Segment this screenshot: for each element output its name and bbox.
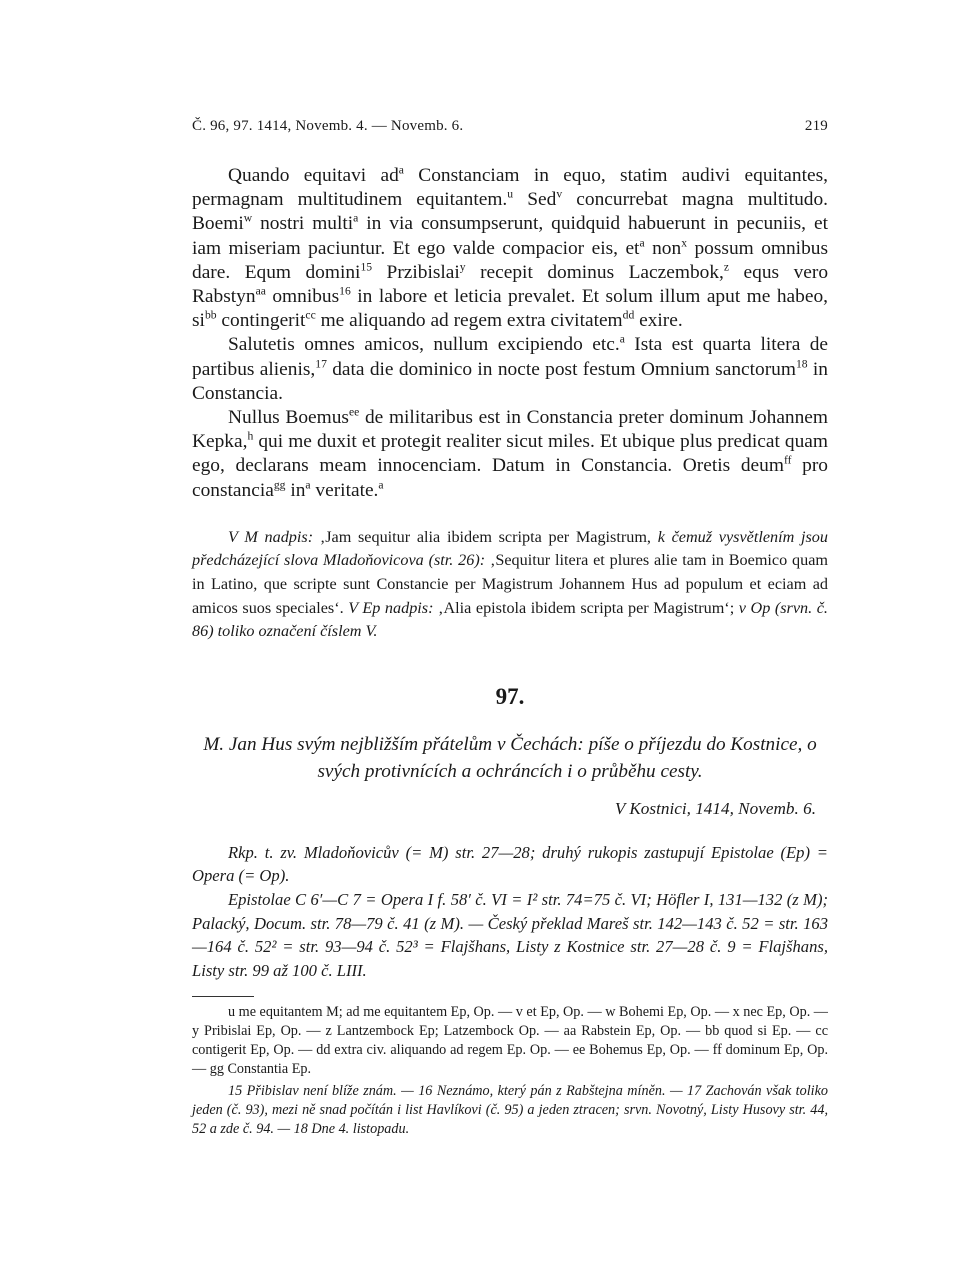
page: [192, 118, 828, 1139]
paragraph-3: [192, 406, 828, 503]
text-run: Quando equitavi ad: [228, 165, 399, 186]
footnote-marker: cc: [305, 308, 316, 322]
letter-number: 97.: [495, 683, 525, 709]
footnote-marker: ff: [783, 453, 792, 467]
footnote-marker: gg: [273, 478, 286, 492]
text-run: ‚Jam sequitur alia ibidem scripta per Magistrum,: [313, 527, 658, 546]
text-run: Ista est quarta litera de partibus alienis,: [192, 334, 829, 380]
footnote-marker: a: [353, 211, 359, 225]
variant-footnotes: u me equitantem M; ad me equitantem Ep, Op. — v et Ep, Op. — w Bohemi Ep, Op. — x nec Ep, Op. — y Pribislai Ep, Op. — z Lantzembock Ep; Latzembock Op. — aa Rabstein Ep, Op. — bb quod si Ep. — cc contigerit Ep, Op. — dd extra civ. aliquando ad regem Ep. Op. — ee Bohemus Ep, Op. — ff dominum Ep, Op. — gg Constantia Ep.: [192, 1004, 828, 1078]
letter-title: M. Jan Hus svým nejbližším přátelům v Čechách: píše o příjezdu do Kostnice, o svých protivnících a ochráncích i o průběhu cesty.: [203, 733, 817, 782]
footnote-marker: z: [723, 260, 730, 274]
footnote-marker: w: [243, 211, 253, 225]
footnote-divider: [192, 996, 254, 997]
footnote-marker: bb: [204, 308, 217, 322]
footnote-marker: a: [378, 478, 384, 492]
footnote-marker: 17: [315, 357, 327, 371]
text-run: in: [285, 479, 306, 501]
text-run: Sed: [513, 189, 557, 211]
text-run: ‚Sequitur litera et plures alie tam in Boemico quam in Latino, que scripte sunt Constancie per Magistrum Johannem Hus ad populum et eciam ad amicos suos speciales‘.: [192, 551, 828, 617]
editorial-note: [192, 526, 828, 644]
footnotes: [192, 1003, 828, 1139]
footnote-marker: a: [639, 236, 645, 250]
footnote-marker: h: [247, 429, 254, 443]
text-run: contingerit: [216, 310, 306, 332]
letter-96-body: [192, 164, 828, 503]
footnote-marker: 18: [795, 357, 808, 371]
text-run: nostri multi: [252, 213, 354, 235]
text-run: equs vero Rabstyn: [192, 261, 829, 308]
footnote-marker: u: [507, 187, 514, 201]
paragraph-2: [192, 333, 828, 406]
text-run: veritate.: [310, 479, 379, 501]
footnote-marker: y: [459, 260, 466, 274]
text-run: de militaribus est in Constancia preter dominum Johannem Kepka,: [192, 407, 829, 453]
footnote-marker: dd: [622, 308, 635, 322]
text-run: exire.: [634, 310, 683, 332]
text-run: Nullus Boemus: [228, 407, 349, 429]
footnote-marker: a: [398, 163, 404, 177]
text-run: concurrebat magna multitudo. Boemi: [192, 189, 829, 235]
text-run: V M nadpis:: [228, 527, 314, 546]
text-run: in Constancia.: [192, 358, 828, 404]
sources-paragraph-1: Rkp. t. zv. Mladoňovicův (= M) str. 27—28; druhý rukopis zastupují Epistolae (Ep) = Opera (= Op).: [192, 842, 828, 886]
text-run: pro constancia: [192, 455, 828, 501]
text-run: data die dominico in nocte post festum Omnium sanctorum: [326, 358, 796, 380]
text-run: omnibus: [265, 286, 340, 308]
footnote-marker: a: [305, 478, 311, 492]
text-run: Przibislai: [372, 261, 460, 283]
text-run: k čemuž vysvětlením jsou předcházející slova Mladoňovicova (str. 26):: [192, 527, 828, 570]
text-run: in labore et leticia prevalet. Et solum illum aput me habeo, si: [192, 286, 828, 332]
footnote-marker: 15: [360, 260, 373, 274]
note-paragraph: [192, 526, 828, 644]
page-number: 219: [804, 118, 828, 134]
footnote-marker: 16: [339, 284, 351, 298]
numbered-footnotes: 15 Přibislav není blíže znám. — 16 Neznámo, který pán z Rabštejna míněn. — 17 Zachován však toliko jeden (č. 93), mezi ně snad počítán i list Havlíkovi (č. 95) a jeden ztracen; srvn. Novotný, Listy Husovy str. 44, 52 a zde č. 94. — 18 Dne 4. listopadu.: [192, 1083, 828, 1138]
footnote-marker: v: [556, 187, 563, 201]
text-run: in via consumpserunt, quidquid habuerunt in pecuniis, et iam miseriam paciuntur. Et ego valde compacior eis, et: [192, 213, 828, 259]
letter-place-date: V Kostnici, 1414, Novemb. 6.: [614, 798, 816, 818]
text-run: V Ep nadpis:: [348, 598, 434, 617]
text-run: Salutetis omnes amicos, nullum excipiendo etc.: [228, 334, 620, 356]
text-run: qui me duxit et protegit realiter sicut miles. Et ubique plus predicat quam ego, declarans meam innocenciam. Datum in Constancia. Oretis deum: [192, 431, 828, 477]
paragraph-1: [192, 164, 828, 333]
footnote-marker: x: [681, 236, 687, 250]
sources-section: [192, 841, 828, 983]
text-run: Constanciam in equo, statim audivi equitantes, permagnam multitudinem equitantem.: [192, 165, 828, 211]
text-run: possum omnibus dare. Equm domini: [192, 237, 829, 283]
running-header: [192, 118, 828, 140]
text-run: v Op (srvn. č. 86) toliko označení číslem V.: [192, 598, 828, 641]
header-left: Č. 96, 97. 1414, Novemb. 4. — Novemb. 6.: [192, 118, 464, 134]
footnote-marker: a: [619, 332, 625, 346]
text-run: non: [644, 237, 682, 259]
text-run: recepit dominus Laczembok,: [465, 261, 724, 283]
text-run: ‚Alia epistola ibidem scripta per Magistrum‘;: [433, 598, 739, 617]
sources-paragraph-2: Epistolae C 6′—C 7 = Opera I f. 58′ č. VI = I² str. 74=75 č. VI; Höfler I, 131—132 (z M); Palacký, Docum. str. 78—79 č. 41 (z M). — Český překlad Mareš str. 142—143 č. 52 = str. 163—164 č. 52² = str. 93—94 č. 52³ = Flajšhans, Listy z Kostnice str. 27—28 č. 9 = Flajšhans, Listy str. 99 až 100 č. LIII.: [192, 890, 828, 980]
text-run: me aliquando ad regem extra civitatem: [315, 310, 623, 332]
footnote-marker: aa: [255, 284, 266, 298]
footnote-marker: ee: [348, 405, 360, 419]
